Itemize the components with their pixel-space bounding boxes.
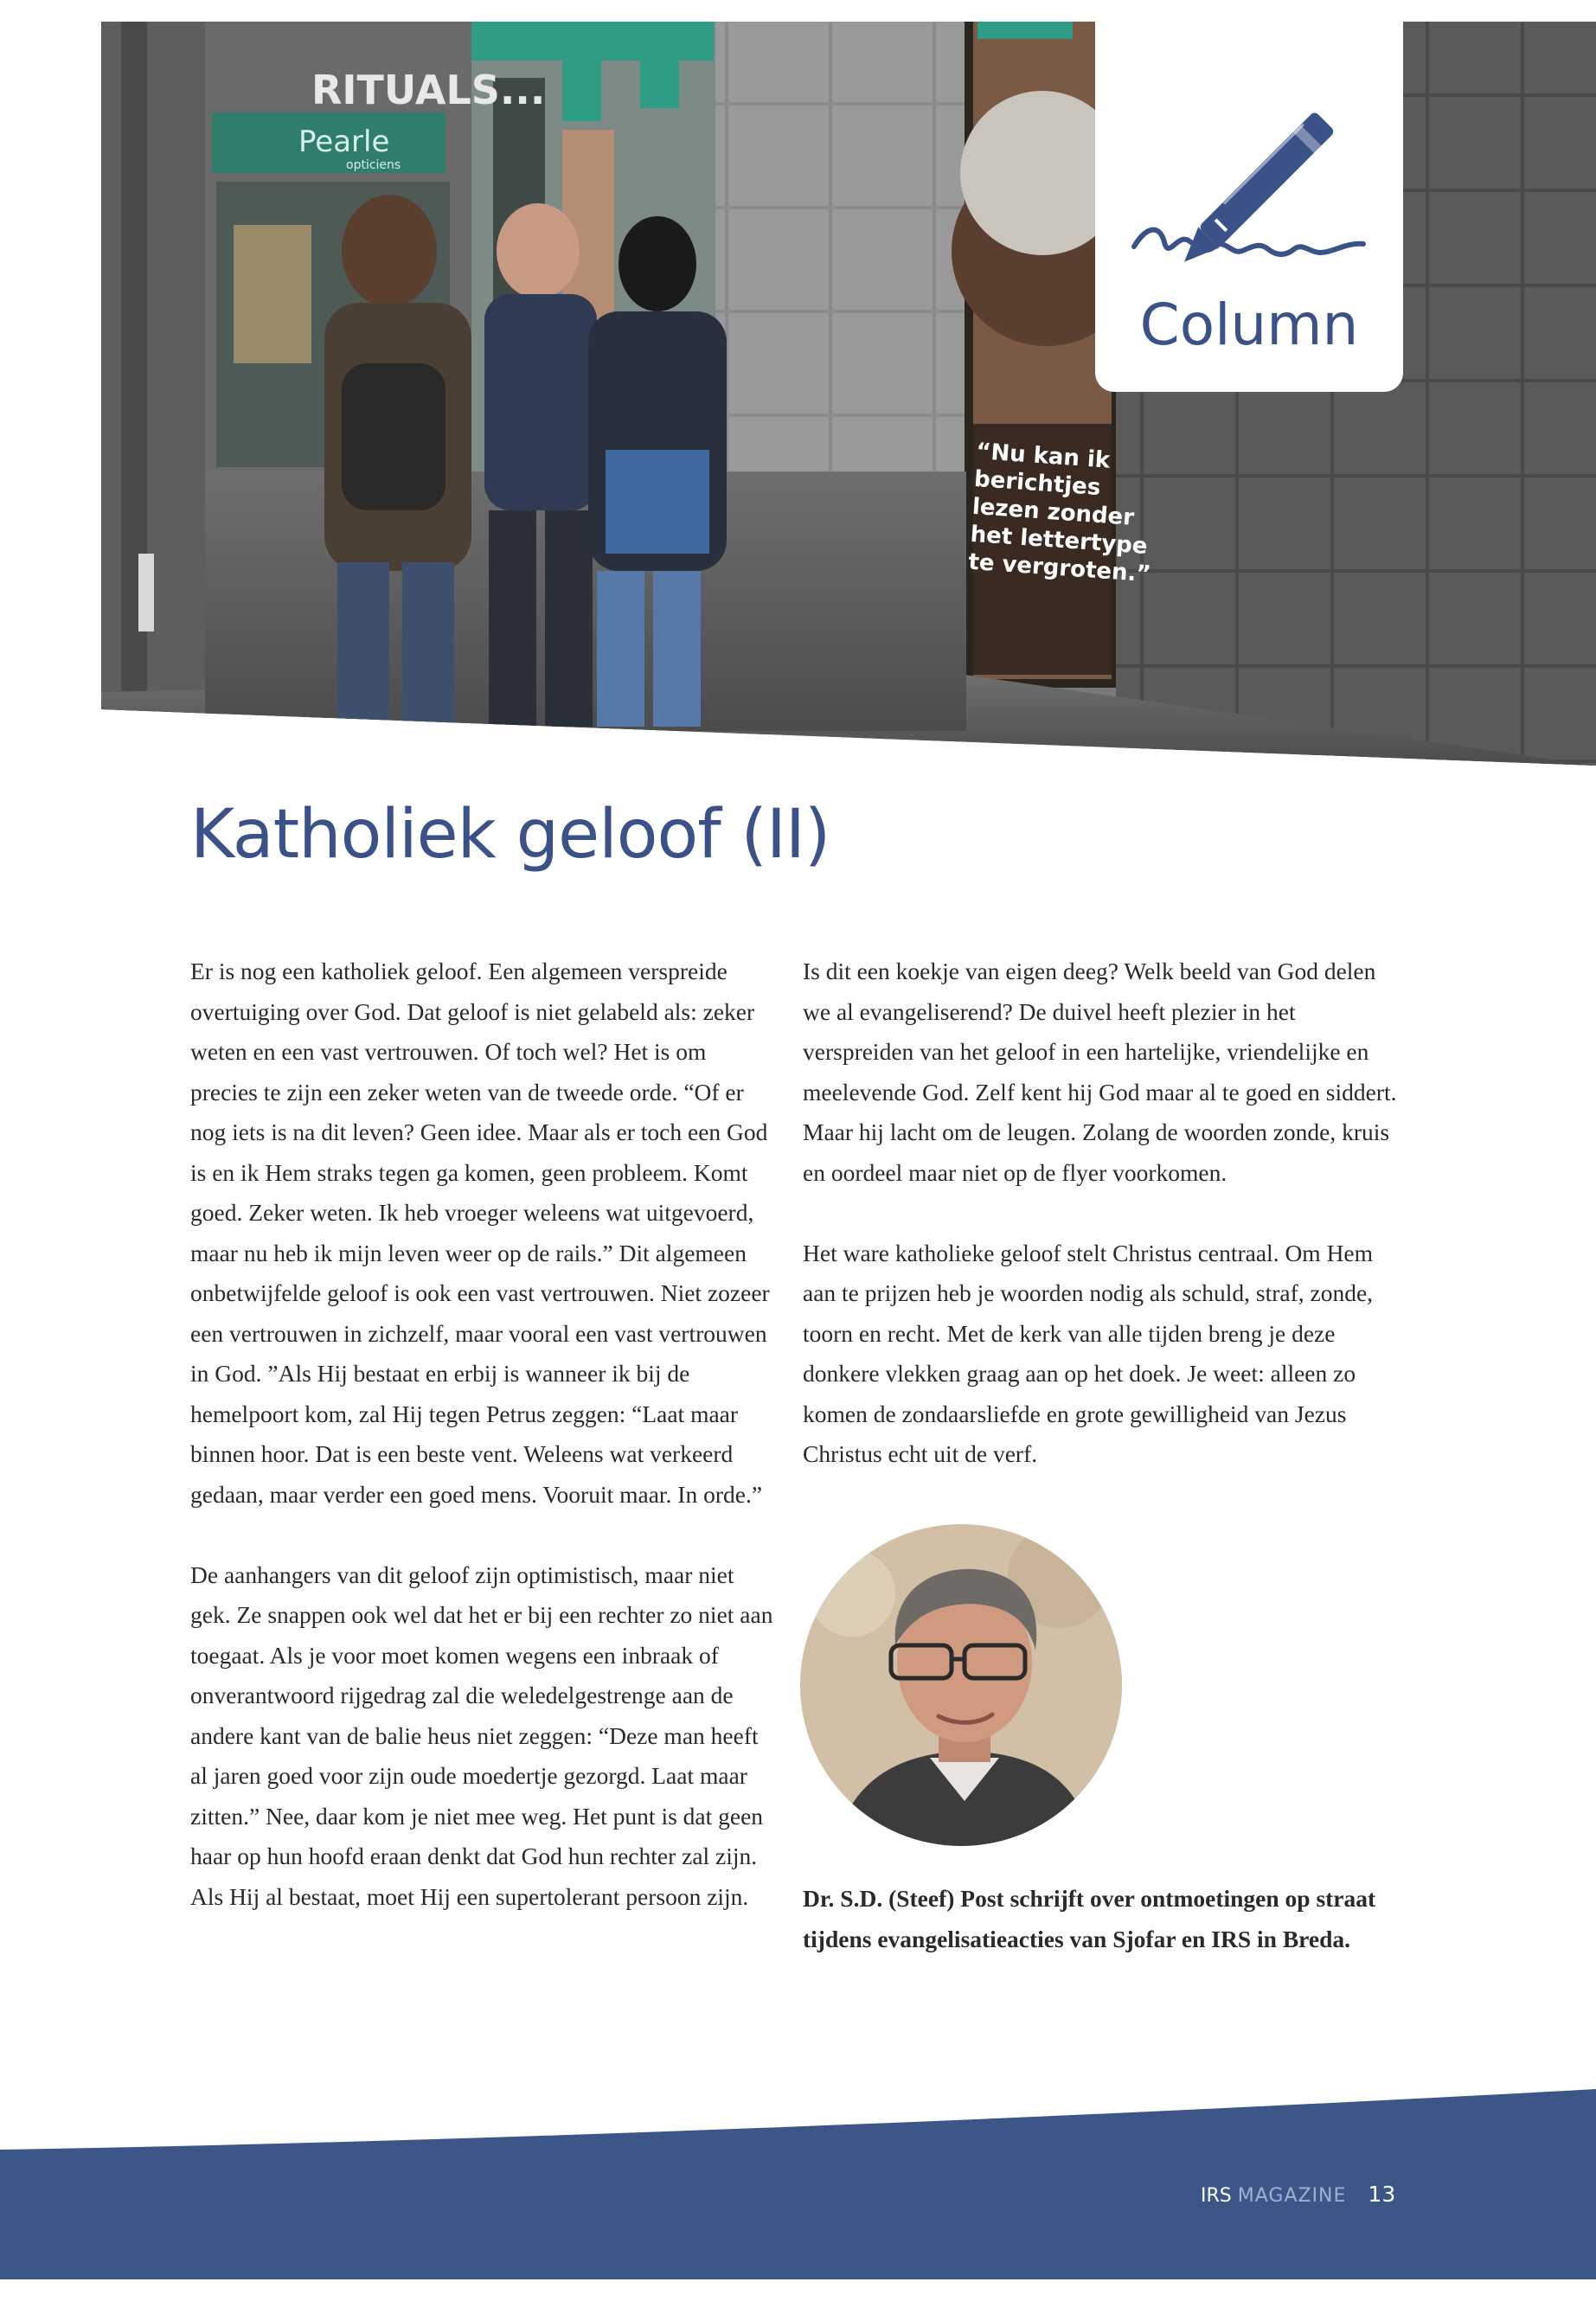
poster-quote-line: “Nu kan ik — [975, 438, 1112, 474]
shop-sign: Pearle — [298, 125, 390, 159]
poster-quote-line: lezen zonder — [971, 493, 1136, 531]
paragraph: De aanhangers van dit geloof zijn optimistisch, maar niet gek. Ze snappen ook wel dat het er bij een rechter zo niet aan toegaat. Als je voor moet komen wegens een inbraak of onverantwoord rijgedrag zal die weledelgestrenge aan de andere kant van de balie heus niet zeggen: “Deze man heeft al jaren goed voor zijn oude moedertje gezorgd. Laat maar zitten.” Nee, daar kom je niet mee weg. Het punt is dat geen haar op hun hoofd eraan denkt dat God hun rechter zal zijn. Als Hij al bestaat, moet Hij een supertolerant persoon zijn. — [190, 1561, 773, 1910]
column-badge — [1095, 22, 1403, 392]
article-title: Katholiek geloof (II) — [190, 796, 830, 874]
storefront-sign: RITUALS... — [311, 67, 546, 113]
article-column-right — [803, 952, 1400, 1475]
author-portrait — [800, 1524, 1122, 1846]
footer-brand — [1201, 2182, 1395, 2207]
shop-sign-sub: opticiens — [346, 158, 401, 172]
paragraph: Er is nog een katholiek geloof. Een algemeen verspreide overtuiging over God. Dat geloof is niet gelabeld als: zeker weten en een vast vertrouwen. Of toch wel? Het is om precies te zijn een zeker weten van de tweede orde. “Of er nog iets is na dit leven? Geen idee. Maar als er toch een God is en ik Hem straks tegen ga komen, geen probleem. Komt goed. Zeker weten. Ik heb vroeger weleens wat uitgevoerd, maar nu heb ik mijn leven weer op de rails.” Dit algemeen onbetwijfelde geloof is ook een vast vertrouwen. Niet zozeer een vertrouwen in zichzelf, maar vooral een vast vertrouwen in God. ”Als Hij bestaat en erbij is wanneer ik bij de hemelpoort kom, zal Hij tegen Petrus zeggen: “Laat maar binnen hoor. Dat is een beste vent. Weleens wat verkeerd gedaan, maar verder een goed mens. Vooruit maar. In orde.” — [190, 958, 770, 1508]
article-column-left — [190, 952, 779, 1917]
page-number: 13 — [1368, 2182, 1396, 2207]
column-label: Column — [1139, 292, 1359, 358]
author-caption: Dr. S.D. (Steef) Post schrijft over ontmoetingen op straat tijdens evangelisatieacties van Sjofar en IRS in Breda. — [803, 1885, 1376, 1952]
footer-brand-bold: IRS — [1201, 2185, 1232, 2207]
paragraph: Is dit een koekje van eigen deeg? Welk beeld van God delen we al evangeliserend? De duivel heeft plezier in het verspreiden van het geloof in een hartelijke, vriendelijke en meelevende God. Zelf kent hij God maar al te goed en siddert. Maar hij lacht om de leugen. Zolang de woorden zonde, kruis en oordeel maar niet op de flyer voorkomen. — [803, 958, 1397, 1186]
poster-quote-line: het lettertype — [969, 521, 1149, 560]
paragraph: Het ware katholieke geloof stelt Christus centraal. Om Hem aan te prijzen heb je woorden nodig als schuld, straf, zonde, toorn en recht. Met de kerk van alle tijden breng je deze donkere vlekken graag aan op het doek. Je weet: alleen zo komen de zondaarsliefde en grote gewilligheid van Jezus Christus echt uit de verf. — [803, 1239, 1374, 1467]
poster-quote-line: berichtjes — [973, 465, 1102, 502]
footer-band — [0, 2080, 1596, 2279]
poster-quote-line: te vergroten.” — [967, 548, 1152, 588]
pen-signature-icon — [1130, 104, 1372, 285]
footer-brand-light: MAGAZINE — [1237, 2185, 1347, 2207]
